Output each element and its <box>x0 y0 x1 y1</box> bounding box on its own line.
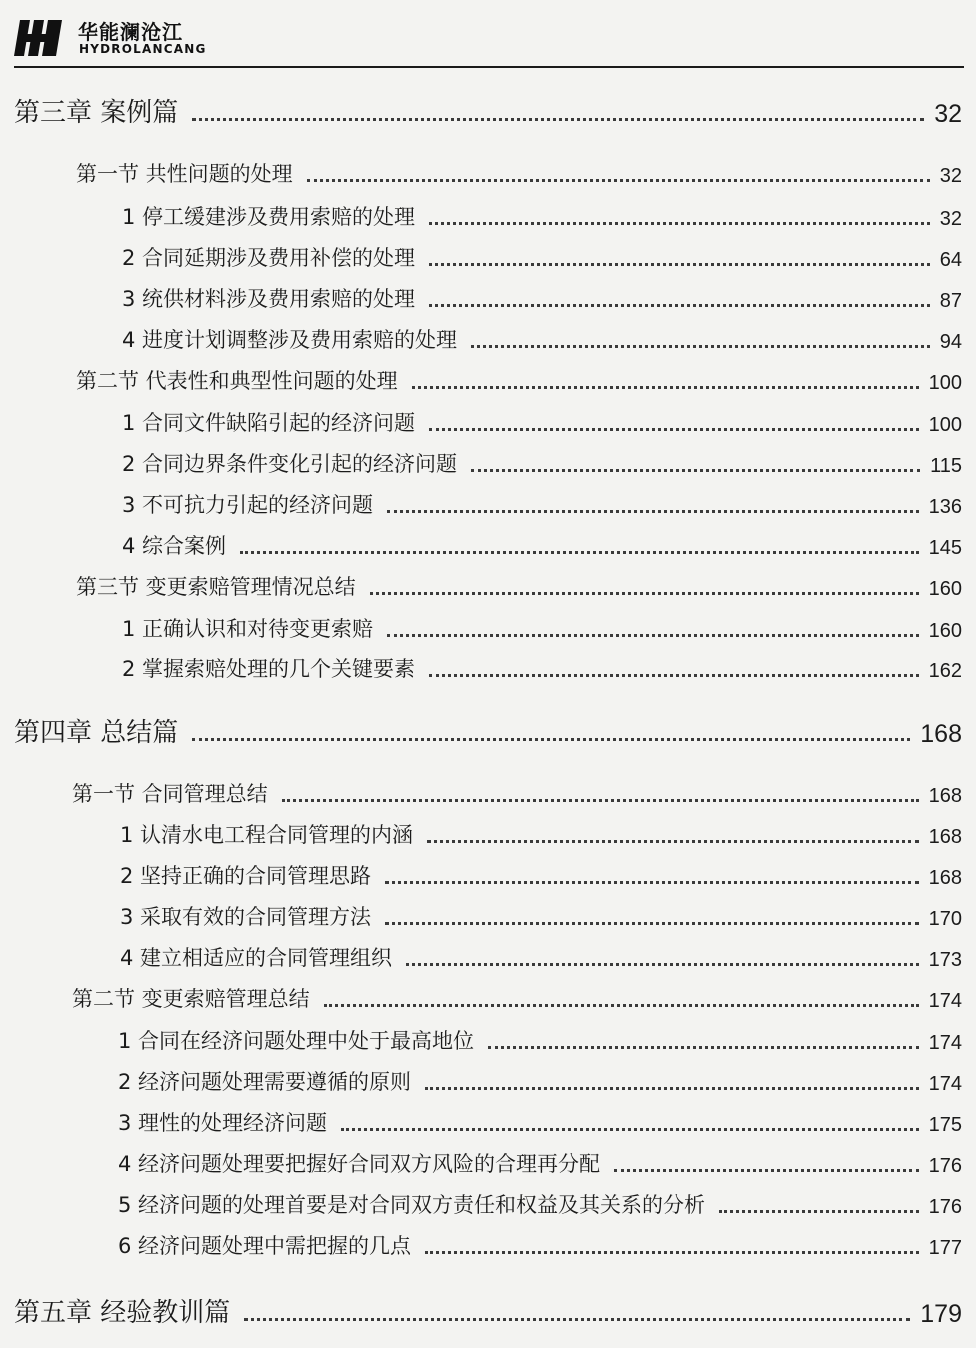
toc-item[interactable] <box>122 489 962 519</box>
toc-item[interactable] <box>120 860 962 890</box>
item-title: 2 掌握索赔处理的几个关键要素 <box>122 657 416 681</box>
page-number: 173 <box>928 949 962 971</box>
page-number: 168 <box>928 826 962 848</box>
toc-section[interactable] <box>76 158 962 188</box>
dot-leader <box>425 1087 919 1090</box>
item-title: 2 合同边界条件变化引起的经济问题 <box>122 452 458 476</box>
dot-leader <box>471 469 920 472</box>
dot-leader <box>370 592 919 595</box>
page-number: 177 <box>928 1237 962 1259</box>
page-number: 64 <box>939 249 962 271</box>
page-number: 100 <box>928 372 962 394</box>
dot-leader <box>240 551 919 554</box>
chapter-title: 第四章 总结篇 <box>14 718 179 748</box>
dot-leader <box>429 304 930 307</box>
toc-item[interactable] <box>122 448 962 478</box>
page-number: 32 <box>939 165 962 187</box>
dot-leader <box>429 428 919 431</box>
toc-item[interactable] <box>122 324 962 354</box>
dot-leader <box>385 922 919 925</box>
toc-item[interactable] <box>118 1066 962 1096</box>
toc-chapter[interactable] <box>14 712 962 749</box>
section-title: 第一节 共性问题的处理 <box>76 162 293 186</box>
page-number: 175 <box>928 1114 962 1136</box>
toc-item[interactable] <box>122 530 962 560</box>
item-title: 4 综合案例 <box>122 534 227 558</box>
toc-item[interactable] <box>118 1148 962 1178</box>
item-title: 4 建立相适应的合同管理组织 <box>120 946 393 970</box>
page-number: 87 <box>939 290 962 312</box>
dot-leader <box>614 1169 919 1172</box>
toc-item[interactable] <box>122 407 962 437</box>
item-title: 4 经济问题处理要把握好合同双方风险的合理再分配 <box>118 1152 601 1176</box>
item-title: 1 认清水电工程合同管理的内涵 <box>120 823 414 847</box>
page-number: 100 <box>928 414 962 436</box>
dot-leader <box>192 738 910 741</box>
item-title: 3 统供材料涉及费用索赔的处理 <box>122 287 416 311</box>
dot-leader <box>387 634 919 637</box>
toc-item[interactable] <box>122 653 962 683</box>
section-title: 第三节 变更索赔管理情况总结 <box>76 575 356 599</box>
toc-item[interactable] <box>120 942 962 972</box>
toc-section[interactable] <box>72 778 962 808</box>
dot-leader <box>429 222 930 225</box>
toc-section[interactable] <box>72 983 962 1013</box>
dot-leader <box>471 345 930 348</box>
page-number: 179 <box>920 1300 962 1328</box>
toc-item[interactable] <box>120 901 962 931</box>
toc-section[interactable] <box>76 365 962 395</box>
toc-item[interactable] <box>118 1230 962 1260</box>
dot-leader <box>425 1251 919 1254</box>
toc-item[interactable] <box>122 242 962 272</box>
page-number: 145 <box>928 537 962 559</box>
item-title: 3 采取有效的合同管理方法 <box>120 905 372 929</box>
section-title: 第二节 变更索赔管理总结 <box>72 987 310 1011</box>
item-title: 6 经济问题处理中需把握的几点 <box>118 1234 412 1258</box>
toc-item[interactable] <box>118 1107 962 1137</box>
page-number: 170 <box>928 908 962 930</box>
toc-item[interactable] <box>118 1025 962 1055</box>
dot-leader <box>282 799 919 802</box>
page-number: 176 <box>928 1196 962 1218</box>
item-title: 1 合同在经济问题处理中处于最高地位 <box>118 1029 475 1053</box>
item-title: 2 合同延期涉及费用补偿的处理 <box>122 246 416 270</box>
brand-name-cn: 华能澜沧江 <box>78 20 183 44</box>
page-number: 174 <box>928 990 962 1012</box>
chapter-title: 第三章 案例篇 <box>14 98 179 128</box>
item-title: 1 停工缓建涉及费用索赔的处理 <box>122 205 416 229</box>
item-title: 1 合同文件缺陷引起的经济问题 <box>122 411 416 435</box>
item-title: 4 进度计划调整涉及费用索赔的处理 <box>122 328 458 352</box>
dot-leader <box>488 1046 919 1049</box>
page-number: 174 <box>928 1032 962 1054</box>
page-number: 168 <box>920 720 962 748</box>
toc-chapter[interactable] <box>14 1292 962 1329</box>
toc-item[interactable] <box>120 819 962 849</box>
page-number: 136 <box>928 496 962 518</box>
page-number: 168 <box>928 785 962 807</box>
section-title: 第二节 代表性和典型性问题的处理 <box>76 369 398 393</box>
dot-leader <box>406 963 919 966</box>
item-title: 1 正确认识和对待变更索赔 <box>122 617 374 641</box>
dot-leader <box>387 510 919 513</box>
toc-section[interactable] <box>76 571 962 601</box>
item-title: 2 坚持正确的合同管理思路 <box>120 864 372 888</box>
dot-leader <box>429 263 930 266</box>
dot-leader <box>427 840 919 843</box>
dot-leader <box>341 1128 919 1131</box>
page-number: 115 <box>930 455 962 477</box>
page-number: 176 <box>928 1155 962 1177</box>
item-title: 3 理性的处理经济问题 <box>118 1111 328 1135</box>
page-number: 160 <box>928 620 962 642</box>
page-number: 32 <box>939 208 962 230</box>
dot-leader <box>429 674 919 677</box>
dot-leader <box>192 118 924 121</box>
page-number: 94 <box>939 331 962 353</box>
toc-item[interactable] <box>122 283 962 313</box>
toc-chapter[interactable] <box>14 92 962 129</box>
brand-name-en: HYDROLANCANG <box>79 42 207 56</box>
page-number: 162 <box>928 660 962 682</box>
dot-leader <box>719 1210 919 1213</box>
dot-leader <box>244 1318 910 1321</box>
toc-item[interactable] <box>118 1189 962 1219</box>
chapter-title: 第五章 经验教训篇 <box>14 1298 231 1328</box>
item-title: 2 经济问题处理需要遵循的原则 <box>118 1070 412 1094</box>
item-title: 3 不可抗力引起的经济问题 <box>122 493 374 517</box>
toc-item[interactable] <box>122 613 962 643</box>
dot-leader <box>385 881 919 884</box>
dot-leader <box>412 386 919 389</box>
toc-item[interactable] <box>122 201 962 231</box>
page-number: 160 <box>928 578 962 600</box>
dot-leader <box>324 1004 919 1007</box>
item-title: 5 经济问题的处理首要是对合同双方责任和权益及其关系的分析 <box>118 1193 706 1217</box>
section-title: 第一节 合同管理总结 <box>72 782 268 806</box>
page-number: 32 <box>934 100 962 128</box>
dot-leader <box>307 179 930 182</box>
page-number: 168 <box>928 867 962 889</box>
page-number: 174 <box>928 1073 962 1095</box>
